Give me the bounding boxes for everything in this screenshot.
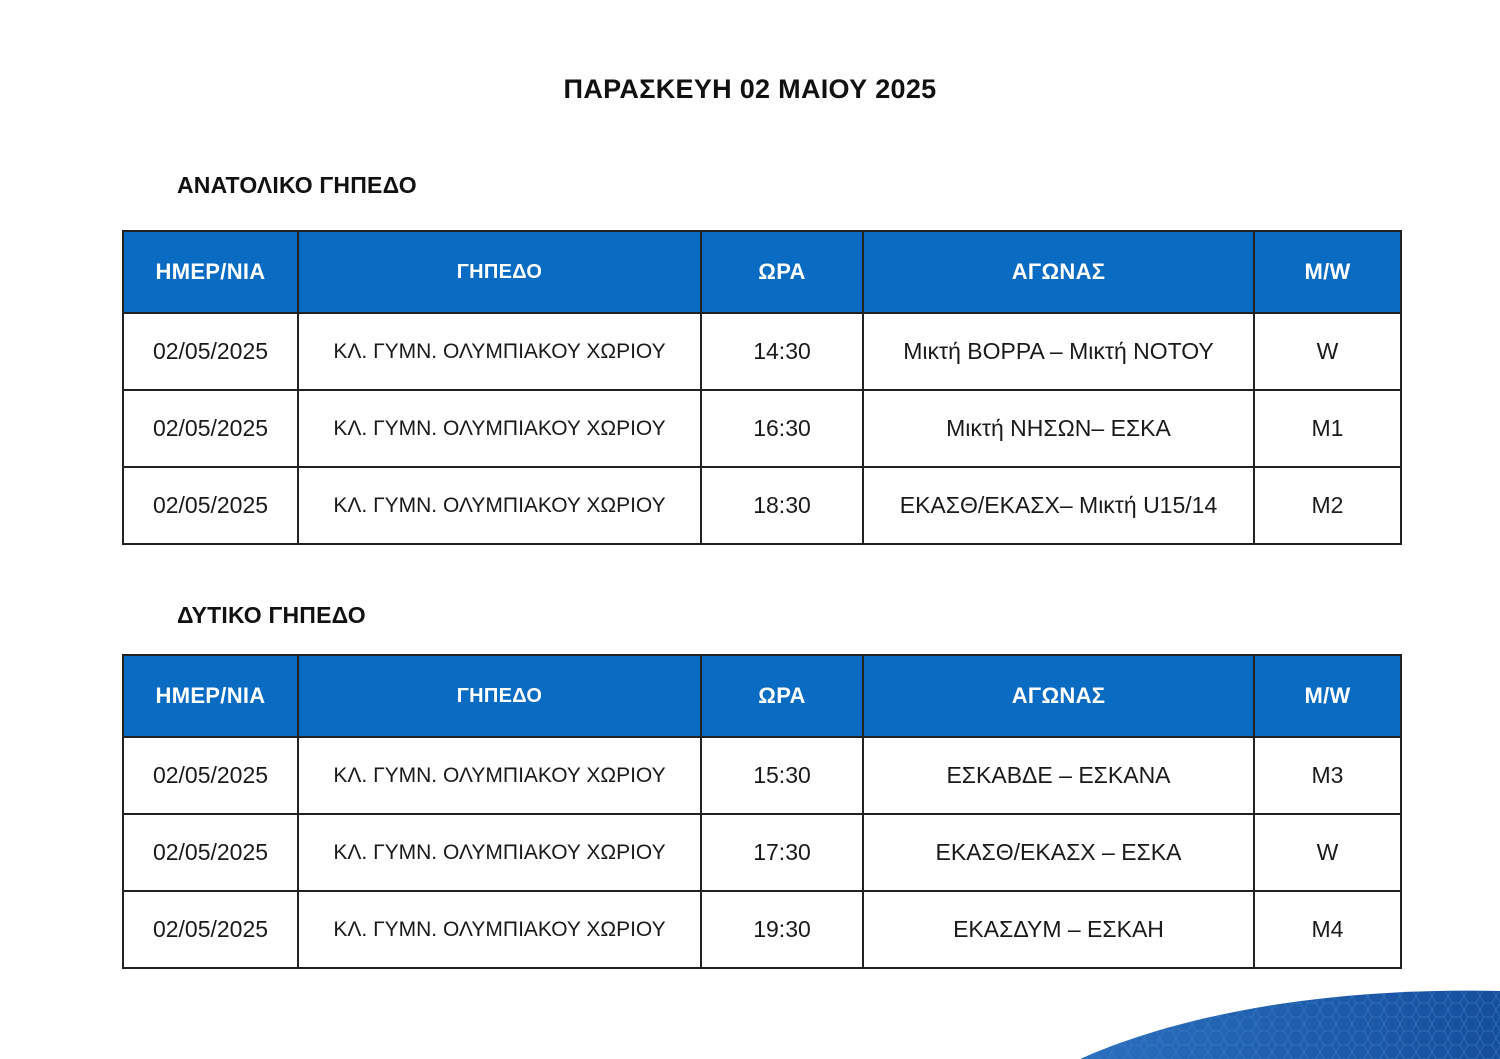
column-header-venue: ΓΗΠΕΔΟ [298, 655, 701, 737]
column-header-mw: M/W [1254, 231, 1401, 313]
date-cell: 02/05/2025 [123, 390, 298, 467]
time-cell: 16:30 [701, 390, 863, 467]
table-row [123, 467, 1401, 544]
schedule-table-east [122, 230, 1402, 545]
column-header-time: ΩΡΑ [701, 231, 863, 313]
column-header-venue: ΓΗΠΕΔΟ [298, 231, 701, 313]
date-cell: 02/05/2025 [123, 467, 298, 544]
match-cell: ΕΣΚΑΒΔΕ – ΕΣΚΑΝΑ [863, 737, 1254, 814]
schedule-table-west [122, 654, 1402, 969]
table-row [123, 313, 1401, 390]
venue-cell: ΚΛ. ΓΥΜΝ. ΟΛΥΜΠΙΑΚΟΥ ΧΩΡΙΟΥ [298, 467, 701, 544]
venue-cell: ΚΛ. ΓΥΜΝ. ΟΛΥΜΠΙΑΚΟΥ ΧΩΡΙΟΥ [298, 737, 701, 814]
time-cell: 19:30 [701, 891, 863, 968]
date-cell: 02/05/2025 [123, 891, 298, 968]
match-cell: ΕΚΑΣΘ/ΕΚΑΣΧ – ΕΣΚΑ [863, 814, 1254, 891]
table-row [123, 814, 1401, 891]
mw-cell: M1 [1254, 390, 1401, 467]
mw-cell: M4 [1254, 891, 1401, 968]
table-header-row [123, 231, 1401, 313]
venue-cell: ΚΛ. ΓΥΜΝ. ΟΛΥΜΠΙΑΚΟΥ ΧΩΡΙΟΥ [298, 814, 701, 891]
venue-cell: ΚΛ. ΓΥΜΝ. ΟΛΥΜΠΙΑΚΟΥ ΧΩΡΙΟΥ [298, 313, 701, 390]
match-cell: Μικτή ΒΟΡΡΑ – Μικτή ΝΟΤΟΥ [863, 313, 1254, 390]
time-cell: 18:30 [701, 467, 863, 544]
table-row [123, 390, 1401, 467]
venue-cell: ΚΛ. ΓΥΜΝ. ΟΛΥΜΠΙΑΚΟΥ ΧΩΡΙΟΥ [298, 891, 701, 968]
column-header-time: ΩΡΑ [701, 655, 863, 737]
column-header-date: ΗΜΕΡ/ΝΙΑ [123, 655, 298, 737]
table-row [123, 891, 1401, 968]
date-cell: 02/05/2025 [123, 814, 298, 891]
section-heading-east: ΑΝΑΤΟΛΙΚΟ ΓΗΠΕΔΟ [177, 172, 417, 198]
date-cell: 02/05/2025 [123, 737, 298, 814]
page-title: ΠΑΡΑΣΚΕΥΗ 02 ΜΑΙΟΥ 2025 [563, 74, 937, 104]
section-heading-west: ΔΥΤΙΚΟ ΓΗΠΕΔΟ [177, 602, 366, 628]
time-cell: 17:30 [701, 814, 863, 891]
mw-cell: M3 [1254, 737, 1401, 814]
match-cell: Μικτή ΝΗΣΩΝ– ΕΣΚΑ [863, 390, 1254, 467]
venue-cell: ΚΛ. ΓΥΜΝ. ΟΛΥΜΠΙΑΚΟΥ ΧΩΡΙΟΥ [298, 390, 701, 467]
column-header-match: ΑΓΩΝΑΣ [863, 231, 1254, 313]
column-header-date: ΗΜΕΡ/ΝΙΑ [123, 231, 298, 313]
corner-wave-decoration-icon [1080, 989, 1500, 1059]
column-header-mw: M/W [1254, 655, 1401, 737]
mw-cell: W [1254, 313, 1401, 390]
mw-cell: W [1254, 814, 1401, 891]
match-cell: ΕΚΑΣΘ/ΕΚΑΣΧ– Μικτή U15/14 [863, 467, 1254, 544]
date-cell: 02/05/2025 [123, 313, 298, 390]
time-cell: 15:30 [701, 737, 863, 814]
table-header-row [123, 655, 1401, 737]
match-cell: ΕΚΑΣΔΥΜ – ΕΣΚΑΗ [863, 891, 1254, 968]
column-header-match: ΑΓΩΝΑΣ [863, 655, 1254, 737]
mw-cell: M2 [1254, 467, 1401, 544]
time-cell: 14:30 [701, 313, 863, 390]
table-row [123, 737, 1401, 814]
